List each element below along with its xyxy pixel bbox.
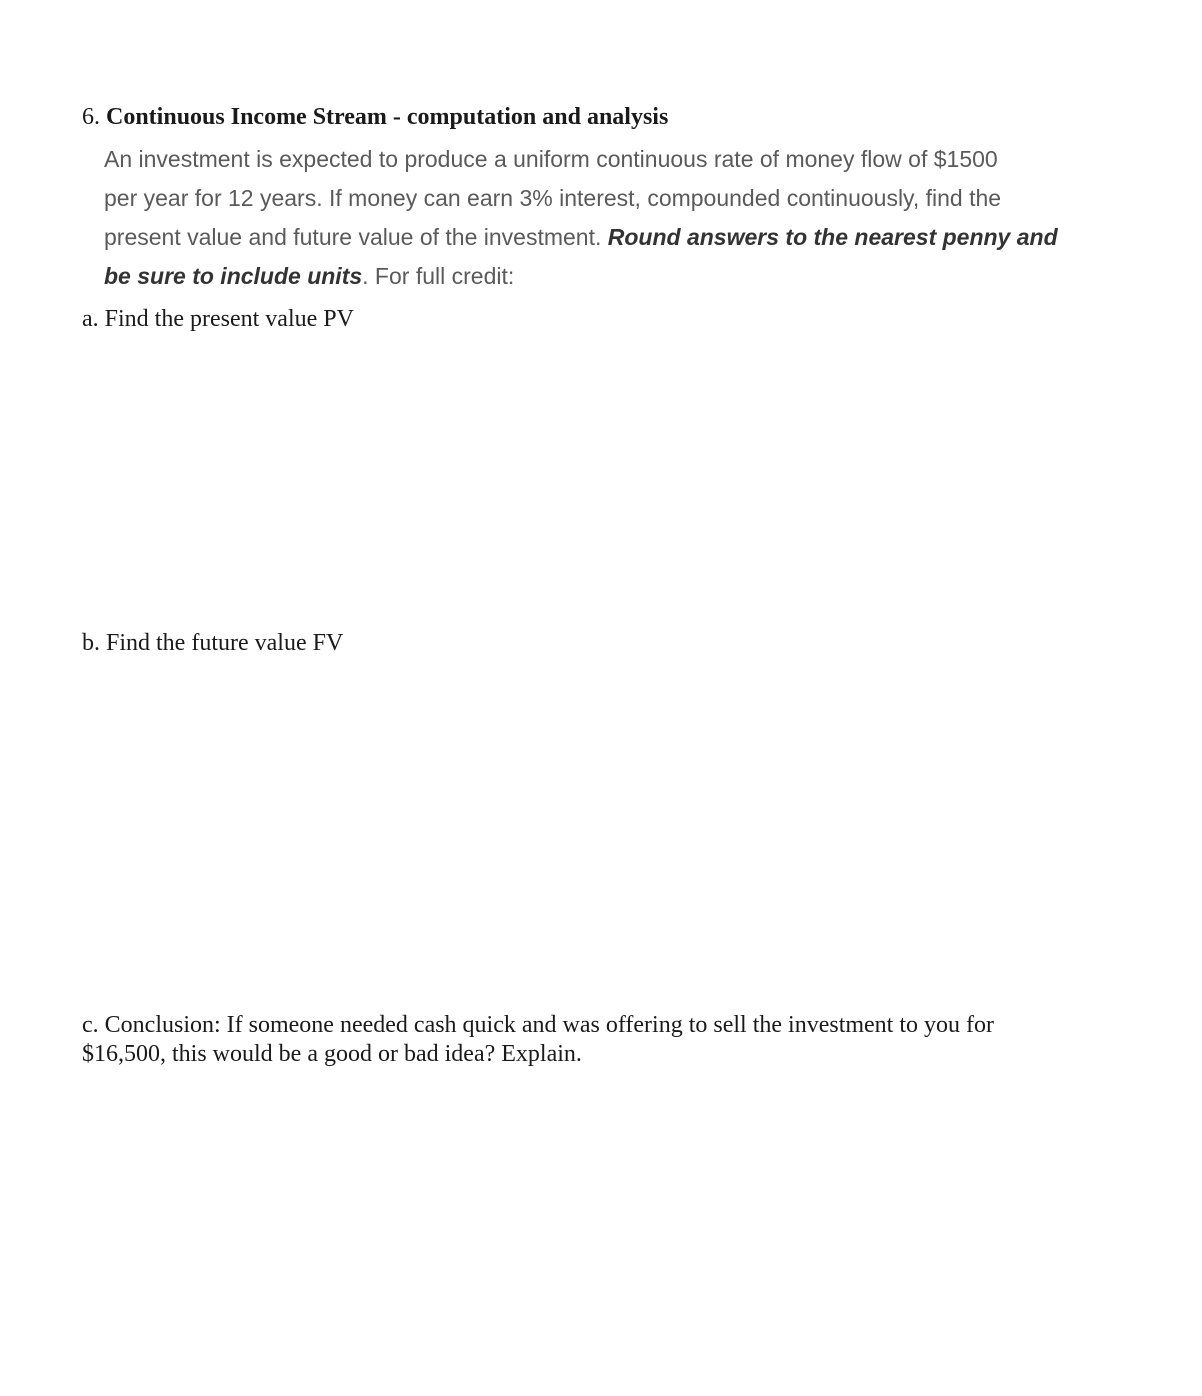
- statement-line-3: [104, 218, 1114, 257]
- part-b-answer-area[interactable]: [82, 670, 1112, 990]
- part-a-text: Find the present value PV: [104, 306, 354, 332]
- statement-line-1: An investment is expected to produce a uniform continuous rate of money flow of $1500: [104, 146, 998, 172]
- problem-title: Continuous Income Stream - computation and analysis: [106, 104, 669, 130]
- part-b-label: b.: [82, 630, 100, 656]
- part-c-label: c.: [82, 1012, 99, 1038]
- statement-line-4-tail: . For full credit:: [362, 263, 515, 289]
- statement-line-2: per year for 12 years. If money can earn 3% interest, compounded continuously, find the: [104, 185, 1002, 211]
- statement-line-4: [104, 257, 1114, 296]
- part-c-line-1: [82, 1011, 994, 1040]
- statement-line-3-text: present value and future value of the investment.: [104, 224, 608, 250]
- problem-number: 6.: [82, 104, 100, 130]
- part-c-answer-area[interactable]: [82, 1080, 1112, 1360]
- part-b-prompt: [82, 628, 343, 658]
- part-a-prompt: [82, 304, 354, 334]
- part-c-prompt: [82, 1011, 994, 1069]
- problem-statement: [104, 140, 1114, 296]
- part-b-text: Find the future value FV: [106, 630, 344, 656]
- part-a-answer-area[interactable]: [82, 345, 1112, 615]
- part-c-text-1: Conclusion: If someone needed cash quick and was offering to sell the investment to you for: [104, 1012, 995, 1038]
- part-c-line-2: $16,500, this would be a good or bad idea? Explain.: [82, 1041, 582, 1067]
- problem-heading: [82, 100, 668, 134]
- part-a-label: a.: [82, 306, 99, 332]
- units-instruction: be sure to include units: [104, 263, 363, 289]
- rounding-instruction: Round answers to the nearest penny and: [607, 224, 1058, 250]
